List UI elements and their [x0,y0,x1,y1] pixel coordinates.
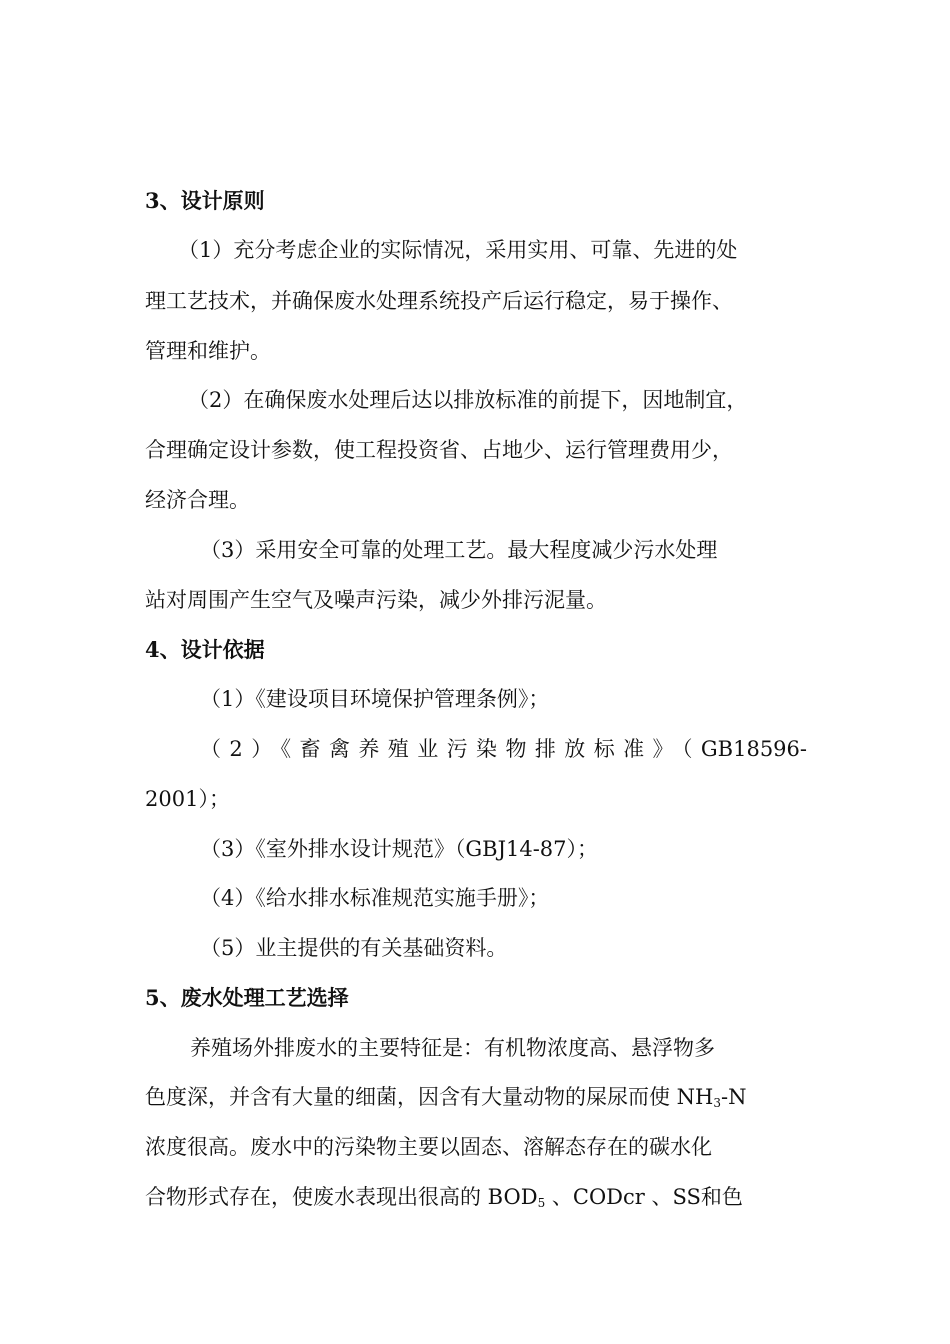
principle-1-line-1: （1）充分考虑企业的实际情况，采用实用、可靠、先进的处 [178,238,738,262]
section-5-heading: 5、废水处理工艺选择 [145,985,349,1010]
section-5-line-3: 浓度很高。废水中的污染物主要以固态、溶解态存在的碳水化 [145,1135,712,1159]
principle-1-line-2: 理工艺技术，并确保废水处理系统投产后运行稳定，易于操作、 [145,289,733,313]
section-5-line-2-text: 色度深，并含有大量的细菌，因含有大量动物的屎尿而使 NH [145,1085,714,1109]
section-5-line-4 [145,1183,743,1211]
basis-item-1: （1）《建设项目环境保护管理条例》； [200,687,550,711]
principle-1-line-3: 管理和维护。 [145,339,271,363]
section-4-heading: 4、设计依据 [145,637,265,662]
basis-item-3: （3）《室外排水设计规范》（GBJ14-87）； [200,837,599,861]
section-5-line-4-suffix: 、CODcr 、SS和色 [545,1185,743,1209]
section-3-heading: 3、设计原则 [145,188,265,213]
basis-item-4: （4）《给水排水标准规范实施手册》； [200,886,550,910]
principle-3-line-2: 站对周围产生空气及噪声污染，减少外排污泥量。 [145,588,607,612]
principle-2-line-3: 经济合理。 [145,488,250,512]
principle-2-line-2: 合理确定设计参数，使工程投资省、占地少、运行管理费用少， [145,438,733,462]
nh3-subscript: 3 [713,1096,722,1110]
section-5-line-2-suffix: -N [721,1085,747,1109]
basis-item-2-line-2: 2001）； [145,787,230,811]
section-5-line-4-text: 合物形式存在，使废水表现出很高的 BOD [145,1185,538,1209]
section-5-line-2 [145,1083,747,1111]
basis-item-5: （5）业主提供的有关基础资料。 [200,936,508,960]
bod5-subscript: 5 [537,1196,546,1210]
principle-3-line-1: （3）采用安全可靠的处理工艺。最大程度减少污水处理 [200,538,718,562]
basis-item-2-line-1: （2）《畜禽养殖业污染物排放标准》（GB18596- [200,737,807,761]
section-5-line-1: 养殖场外排废水的主要特征是：有机物浓度高、悬浮物多 [190,1036,715,1060]
principle-2-line-1: （2）在确保废水处理后达以排放标准的前提下，因地制宜， [188,388,748,412]
